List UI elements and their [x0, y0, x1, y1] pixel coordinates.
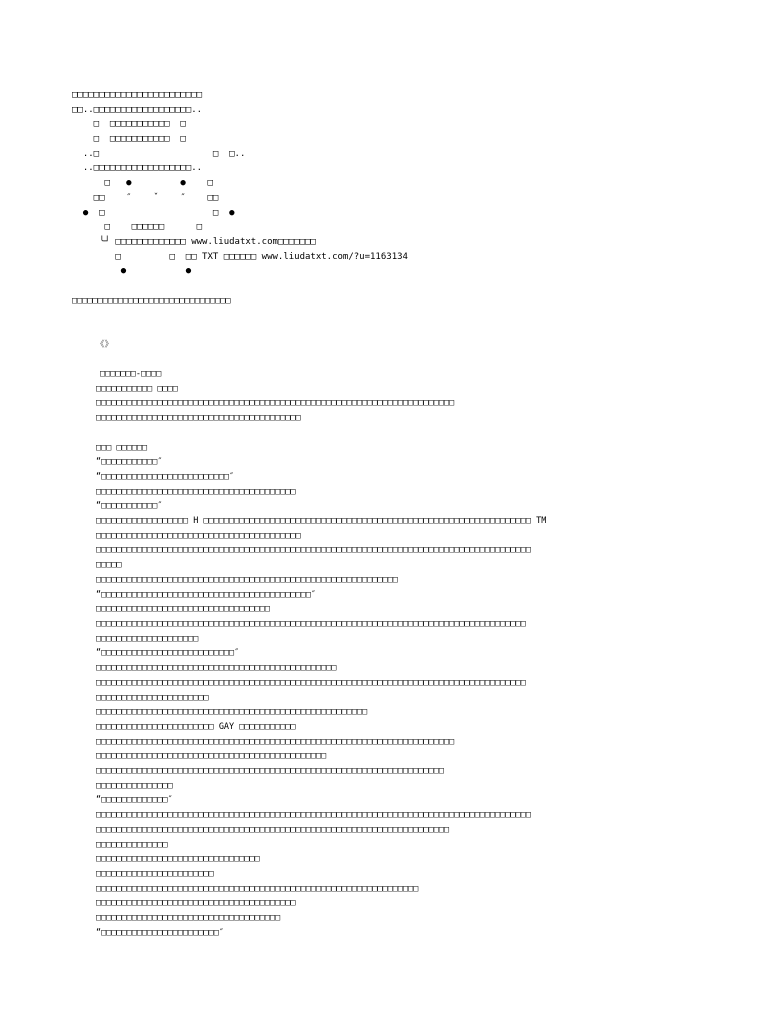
banner-line: □ ● ● □: [72, 178, 213, 189]
paragraph: □□□□□□□□□□□□□□□□□□□□□□□□□□□□□□□□□□□□□□□□: [96, 530, 301, 541]
paragraph: □□□□□□□□□□□□□□□□□□□□□□□□□□□□□□□□: [96, 854, 260, 865]
paragraph: “□□□□□□□□□□□″: [96, 501, 163, 512]
paragraph: “□□□□□□□□□□□□□□□□□□□□□□□□□□□□□□□□□□□□□□□□□″: [96, 589, 317, 600]
paragraph: □□□□□□□□□□□□□□□□□□□□□□□□□□□□□□□□□□□□□□□□□□□□□□□□□□□□□□□□□□□□□□□: [96, 883, 419, 894]
paragraph: □□□□□□□□□□□□□□□□□□□□□□□□□□□□□□□□□□□□□□□□□□□□□: [96, 751, 327, 762]
banner-line: ..□□□□□□□□□□□□□□□□□□..: [72, 163, 203, 174]
banner-line: □ □□□□□□ □: [72, 222, 203, 233]
paragraph: □□□□□□□□□□□□□□□□□□ H □□□□□□□□□□□□□□□□□□□□□□□□□□□□□□□□□□□□□□□□□□□□□□□□□□□□□□□□□□□□□□□□ TM: [96, 516, 547, 527]
spacer: [72, 323, 712, 338]
paragraph: □□□□□: [96, 560, 122, 571]
paragraph: □□□□□□□□□□□□□□□□□□□□□□□□□□□□□□□□□□□□□□□: [96, 486, 296, 497]
paragraph: □□□□□□□□□□□□□□□□□□□□□□□□□□□□□□□□□□□□□□□□□□□□□□□□□□□□□□□□□□□□□□□□□□□□□□□□□□□□□□□□□□□□□: [96, 545, 531, 556]
paragraph: □□□□□□□□□□□□□□□□□□□□□□□□□□□□□□□□□□□□□□□□□□□□□□□□□□□□□□□□□□□: [96, 574, 398, 585]
paragraph: □□□□□□□□□□□□□□□□□□□□□□□ GAY □□□□□□□□□□□: [96, 721, 296, 732]
body-text: [72, 382, 712, 941]
paragraph: □□□□□□□□□□□□□□□□□□□□□□□: [96, 868, 214, 879]
paragraph: □□□□□□□□□□□□□□□□□□□□□□□□□□□□□□□□□□: [96, 604, 270, 615]
chapter-heading: □□□□□□□-□□□□: [100, 369, 162, 380]
copyright-notice: □□□□□□□□□□□□□□□□□□□□□□□□□□□□□□□: [72, 295, 231, 306]
paragraph: □□□□□□□□□□□□□□□□□□□□□□□□□□□□□□□□□□□□□□□□□□□□□□□□□□□□□□□□□□□□□□□□□□□□□□□□□□□□□□□□□□□□: [96, 677, 526, 688]
ascii-banner: [72, 88, 712, 279]
paragraph: □□□□□□□□□□□□□□: [96, 839, 168, 850]
paragraph: □□□□□□□□□□□□□□□□□□□□□□□□□□□□□□□□□□□□□□□: [96, 898, 296, 909]
paragraph: □□□□□□□□□□□□□□□□□□□□□□: [96, 692, 209, 703]
paragraph: “□□□□□□□□□□□″: [96, 457, 163, 468]
paragraph: □□□□□□□□□□□□□□□□□□□□□□□□□□□□□□□□□□□□□□□□□□□□□□□□□□□□□□□□□□□□□□□□□□□□□□□□□□□□□□□□□□□□□: [96, 810, 531, 821]
paragraph: □□□□□□□□□□□□□□□□□□□□□□□□□□□□□□□□□□□□□□□□□□□□□□□□□□□□□: [96, 707, 368, 718]
spacer: [72, 279, 712, 294]
paragraph: “□□□□□□□□□□□□□□□□□□□□□□□□□″: [96, 471, 235, 482]
spacer: [72, 352, 712, 367]
paragraph: “□□□□□□□□□□□□□□□□□□□□□□□″: [96, 927, 224, 938]
banner-line: ..□ □ □..: [72, 148, 246, 159]
paragraph: □□□□□□□□□□□□□□□□□□□□□□□□□□□□□□□□□□□□□□□□□□□□□□□□□□□□□□□□□□□□□□□□□□□□□□: [96, 736, 455, 747]
paragraph: □□□□□□□□□□□□□□□□□□□□: [96, 633, 199, 644]
paragraph: □□□□□□□□□□□□□□□□□□□□□□□□□□□□□□□□□□□□: [96, 913, 281, 924]
paragraph: □□□□□□□□□□□□□□□□□□□□□□□□□□□□□□□□□□□□□□□□□□□□□□□□□□□□□□□□□□□□□□□□□□□□□□: [96, 398, 455, 409]
banner-line: □□ ″ ˇ ″ □□: [72, 192, 219, 203]
paragraph: □□□□□□□□□□□□□□□□□□□□□□□□□□□□□□□□□□□□□□□□: [96, 413, 301, 424]
paragraph: □□□□□□□□□□□ □□□□: [96, 383, 178, 394]
banner-line: □□..□□□□□□□□□□□□□□□□□□..: [72, 104, 203, 115]
spacer: [72, 426, 712, 441]
paragraph: □□□□□□□□□□□□□□□□□□□□□□□□□□□□□□□□□□□□□□□□□□□□□□□: [96, 663, 337, 674]
banner-line: □□□□□□□□□□□□□□□□□□□□□□□□: [72, 90, 203, 100]
paragraph: “□□□□□□□□□□□□□″: [96, 795, 173, 806]
banner-line: □ □□□□□□□□□□□ □: [72, 134, 186, 145]
banner-line: ● □ □ ●: [72, 207, 235, 218]
paragraph: □□□ □□□□□□: [96, 442, 148, 453]
paragraph: “□□□□□□□□□□□□□□□□□□□□□□□□□□″: [96, 648, 240, 659]
banner-download-link[interactable]: □ □ □□ TXT □□□□□□ www.liudatxt.com/?u=1163134: [72, 251, 408, 262]
banner-line: □ □□□□□□□□□□□ □: [72, 119, 186, 130]
banner-line: ● ●: [72, 266, 192, 277]
paragraph: □□□□□□□□□□□□□□□: [96, 780, 173, 791]
book-title: 《》: [96, 339, 114, 350]
paragraph: □□□□□□□□□□□□□□□□□□□□□□□□□□□□□□□□□□□□□□□□□□□□□□□□□□□□□□□□□□□□□□□□□□□□□: [96, 824, 450, 835]
spacer: [72, 308, 712, 323]
document-page: [72, 88, 712, 940]
paragraph: □□□□□□□□□□□□□□□□□□□□□□□□□□□□□□□□□□□□□□□□□□□□□□□□□□□□□□□□□□□□□□□□□□□□: [96, 766, 444, 777]
paragraph: □□□□□□□□□□□□□□□□□□□□□□□□□□□□□□□□□□□□□□□□□□□□□□□□□□□□□□□□□□□□□□□□□□□□□□□□□□□□□□□□□□□□: [96, 618, 526, 629]
banner-site-link[interactable]: ╰┘ □□□□□□□□□□□□□ www.liudatxt.com□□□□□□□: [72, 236, 316, 247]
